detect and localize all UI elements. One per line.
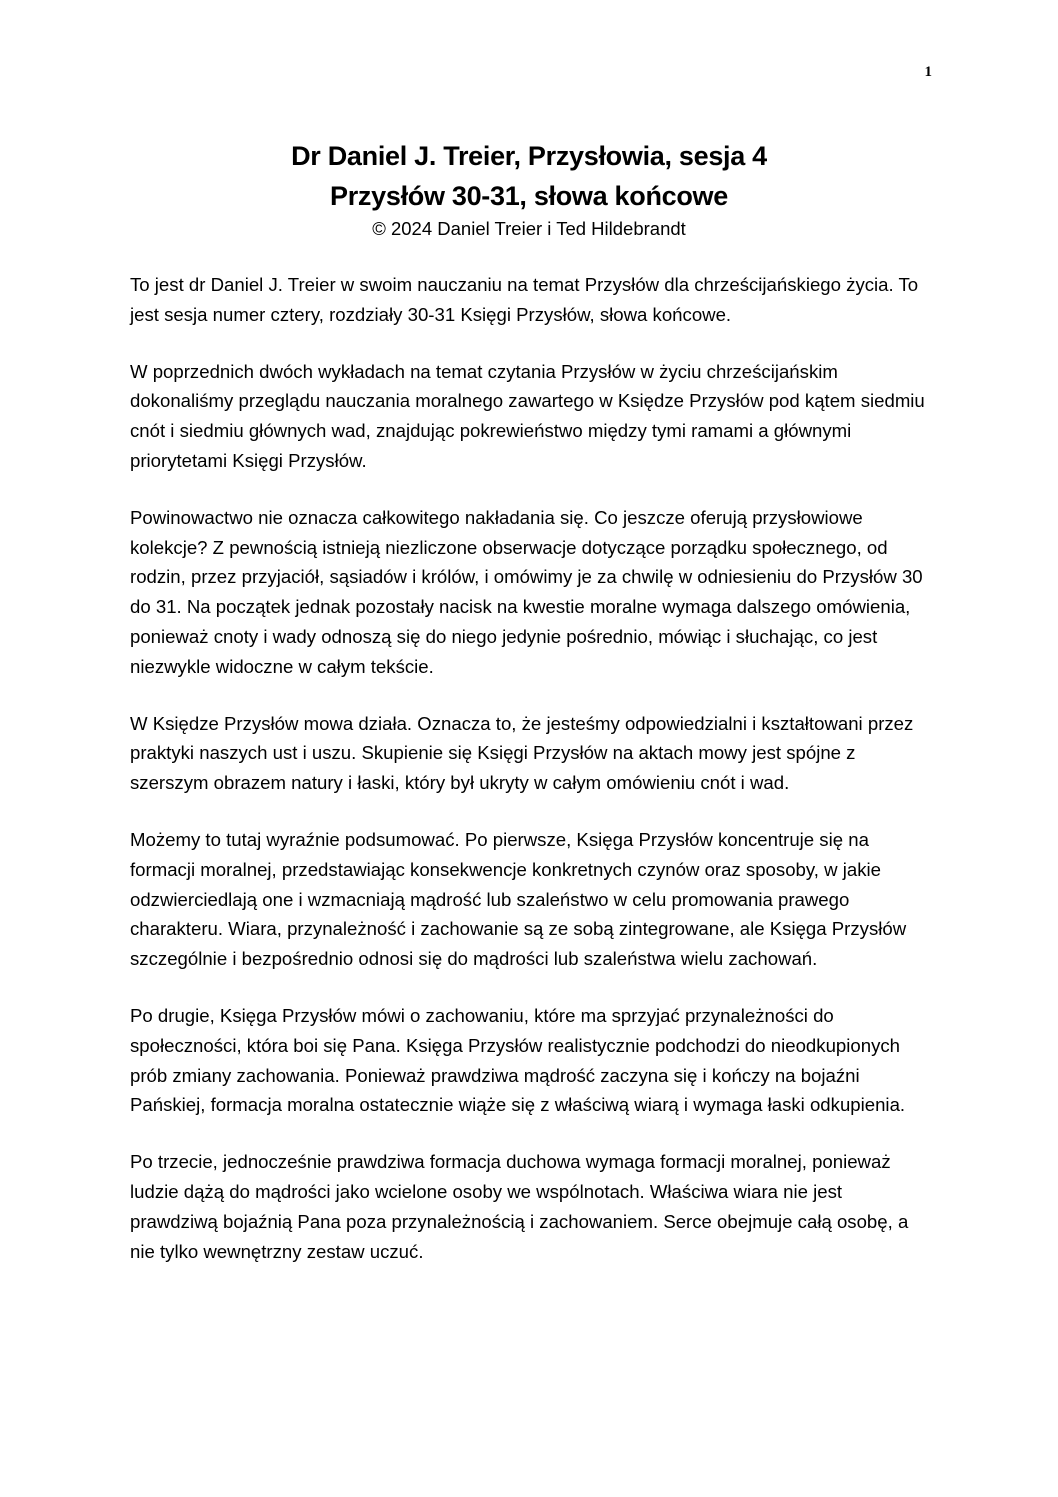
paragraph-third-point: Po trzecie, jednocześnie prawdziwa formacja duchowa wymaga formacji moralnej, ponieważ ludzie dążą do mądrości jako wcielone osoby we wspólnotach. Właściwa wiara nie jest prawdziwą bojaźnią Pana poza przynależnością i zachowaniem. Serce obejmuje całą osobę, a nie tylko wewnętrzny zestaw uczuć. bbox=[130, 1151, 909, 1262]
paragraph-affinity: Powinowactwo nie oznacza całkowitego nakładania się. Co jeszcze oferują przysłowiowe kolekcje? Z pewnością istnieją niezliczone obserwacje dotyczące porządku społecznego, od rodzin, przez przyjaciół, sąsiadów i królów, i omówimy je za chwilę w odniesieniu do Przysłów 30 do 31. Na początek jednak pozostały nacisk na kwestie moralne wymaga dalszego omówienia, ponieważ cnoty i wady odnoszą się do niego jedynie pośrednio, mówiąc i słuchając, co jest niezwykle widoczne w całym tekście. bbox=[130, 506, 923, 677]
paragraph-first-point: Możemy to tutaj wyraźnie podsumować. Po pierwsze, Księga Przysłów koncentruje się na formacji moralnej, przedstawiając konsekwencje konkretnych czynów oraz sposoby, w jakie odzwierciedlają one i wzmacniają mądrość lub szaleństwo w celu promowania prawego charakteru. Wiara, przynależność i zachowanie są ze sobą zintegrowane, ale Księga Przysłów szczególnie i bezpośrednio odnosi się do mądrości lub szaleństwa wielu zachowań. bbox=[130, 828, 907, 970]
document-title-line-2: Przysłów 30-31, słowa końcowe bbox=[330, 181, 728, 211]
paragraph-speech-acts: W Księdze Przysłów mowa działa. Oznacza to, że jesteśmy odpowiedzialni i kształtowani przez praktyki naszych ust i uszu. Skupienie się Księgi Przysłów na aktach mowy jest spójne z szerszym obrazem natury i łaski, który był ukryty w całym omówieniu cnót i wad. bbox=[130, 712, 914, 794]
paragraph-intro: To jest dr Daniel J. Treier w swoim nauczaniu na temat Przysłów dla chrześcijańskiego życia. To jest sesja numer cztery, rozdziały 30-31 Księgi Przysłów, słowa końcowe. bbox=[130, 274, 919, 325]
paragraph-previous-lectures: W poprzednich dwóch wykładach na temat czytania Przysłów w życiu chrześcijańskim dokonaliśmy przeglądu nauczania moralnego zawartego w Księdze Przysłów pod kątem siedmiu cnót i siedmiu głównych wad, znajdując pokrewieństwo między tymi ramami a głównymi priorytetami Księgi Przysłów. bbox=[130, 360, 925, 471]
copyright-line: © 2024 Daniel Treier i Ted Hildebrandt bbox=[372, 218, 686, 239]
page-number: 1 bbox=[924, 64, 932, 80]
document-header bbox=[0, 136, 1058, 242]
document-title-line-1: Dr Daniel J. Treier, Przysłowia, sesja 4 bbox=[291, 141, 767, 171]
document-body bbox=[130, 270, 935, 1293]
paragraph-second-point: Po drugie, Księga Przysłów mówi o zachowaniu, które ma sprzyjać przynależności do społeczności, która boi się Pana. Księga Przysłów realistycznie podchodzi do nieodkupionych prób zmiany zachowania. Ponieważ prawdziwa mądrość zaczyna się i kończy na bojaźni Pańskiej, formacja moralna ostatecznie wiąże się z właściwą wiarą i wymaga łaski odkupienia. bbox=[130, 1004, 906, 1116]
